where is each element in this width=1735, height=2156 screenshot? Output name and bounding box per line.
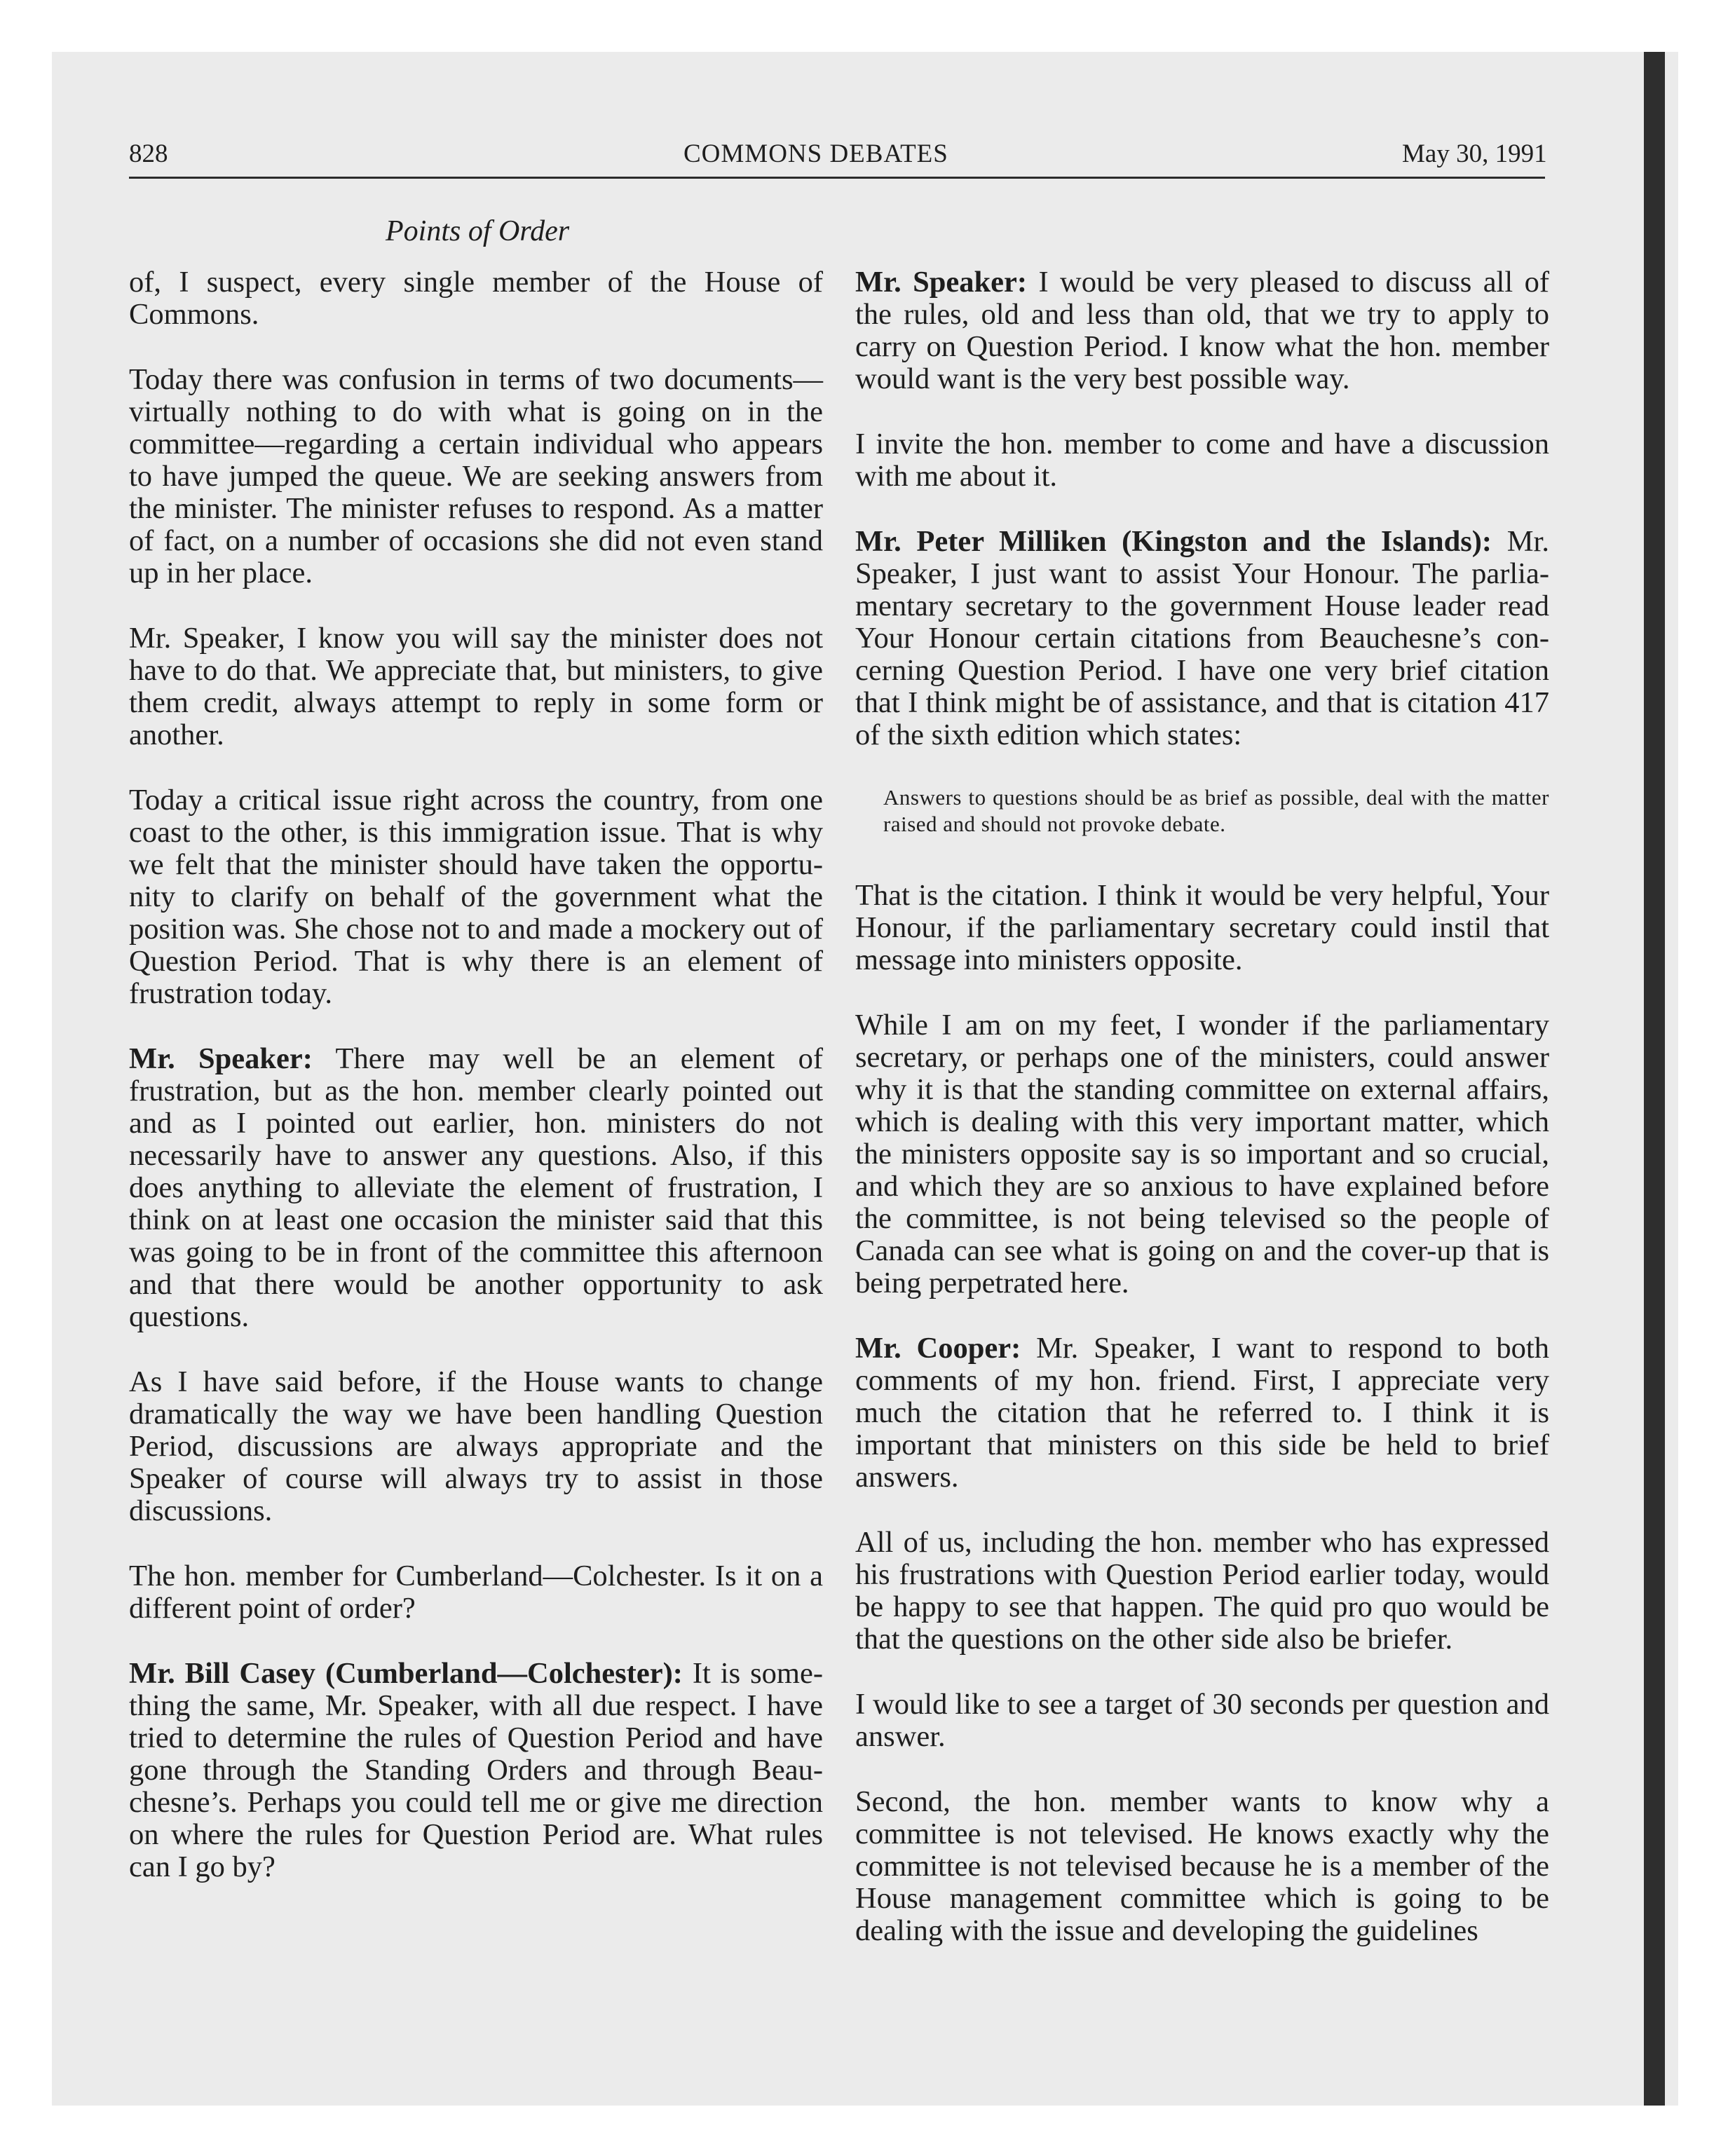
speech-text: It is something the same, Mr. Speaker, with all due respect. I have tried to determine the rules of Question Period and have gone through the Standing Orders and through Beauchesne’s. Perhaps you could tell me or give me direction on where the rules for Question Period are. What rules can I go by? xyxy=(129,1657,823,1883)
journal-title: COMMONS DEBATES xyxy=(683,139,948,168)
section-title: Points of Order xyxy=(386,215,570,247)
right-column xyxy=(855,266,1549,1980)
paragraph: While I am on my feet, I wonder if the parliamentary secretary, or perhaps one of the ministers, could answer why it is that the standing committee on external affairs, which is dealing with this very important matter, which the ministers opposite say is so important and so crucial, and which they are so anxious to have explained before the committee, is not being televised so the people of Canada can see what is going on and the cover-up that is being perpetrated here. xyxy=(855,1009,1549,1299)
page-edge-shadow xyxy=(1644,52,1665,2106)
speaker-name: Mr. Speaker: xyxy=(129,1042,313,1075)
paragraph: Second, the hon. member wants to know why a committee is not televised. He knows exactly why the committee is not televised because he is a member of the House management committee which is going to be dealing with the issue and developing the guidelines xyxy=(855,1785,1549,1947)
paragraph xyxy=(855,526,1549,751)
paragraph: That is the citation. I think it would be very helpful, Your Honour, if the parliamentary secretary could instil that message into ministers opposite. xyxy=(855,879,1549,976)
page-number: 828 xyxy=(129,139,168,168)
speech-text: Mr. Speaker, I want to respond to both comments of my hon. friend. First, I appreciate very much the citation that he referred to. I think it is important that ministers on this side be held to brief answers. xyxy=(855,1332,1549,1494)
paragraph: Today a critical issue right across the country, from one coast to the other, is this immigration issue. That is why we felt that the minister should have taken the opportunity to clarify on behalf of the government what the position was. She chose not to and made a mockery out of Question Period. That is why there is an element of frustration today. xyxy=(129,784,823,1010)
paragraph: I would like to see a target of 30 seconds per question and answer. xyxy=(855,1688,1549,1753)
paragraph: The hon. member for Cumberland—Colchester. Is it on a different point of order? xyxy=(129,1560,823,1625)
header-rule xyxy=(129,177,1545,179)
block-quote: Answers to questions should be as brief as possible, deal with the matter raised and should not provoke debate. xyxy=(883,785,1549,836)
speech-text: There may well be an element of frustration, but as the hon. member clearly pointed out and as I pointed out earlier, hon. ministers do not necessarily have to answer any questions. Also, if this does anything to alleviate the element of frustration, I think on at least one occasion the minister said that this was going to be in front of the committee this afternoon and that there would be another opportunity to ask questions. xyxy=(129,1042,824,1333)
left-column xyxy=(129,266,823,1916)
page-date: May 30, 1991 xyxy=(1402,139,1547,168)
paragraph: As I have said before, if the House wants to change dramatically the way we have been handling Question Period, discussions are always appropriate and the Speaker of course will always try to assist in those discussions. xyxy=(129,1365,823,1527)
speech-text: I would be very pleased to discuss all of the rules, old and less than old, that we try to apply to carry on Question Period. I know what the hon. member would want is the very best possible way. xyxy=(855,266,1549,395)
paragraph: All of us, including the hon. member who has expressed his frustrations with Question Period earlier today, would be happy to see that happen. The quid pro quo would be that the questions on the other side also be briefer. xyxy=(855,1526,1549,1656)
speaker-name: Mr. Cooper: xyxy=(855,1332,1021,1365)
paragraph: Today there was confusion in terms of two documents—virtually nothing to do with what is going on in the committee—regarding a certain individual who appears to have jumped the queue. We are seeking answers from the minister. The minister refuses to respond. As a matter of fact, on a number of occasions she did not even stand up in her place. xyxy=(129,363,823,589)
paragraph: I invite the hon. member to come and have a discussion with me about it. xyxy=(855,428,1549,493)
paragraph xyxy=(129,1043,823,1333)
paragraph xyxy=(855,266,1549,395)
paragraph: Mr. Speaker, I know you will say the minister does not have to do that. We appreciate that, but ministers, to give them credit, always attempt to reply in some form or another. xyxy=(129,622,823,751)
speech-text: Mr. Speaker, I just want to assist Your Honour. The parliamentary secretary to the government House leader read Your Honour certain citations from Beauchesne’s concerning Question Period. I have one very brief citation that I think might be of assistance, and that is citation 417 of the sixth edition which states: xyxy=(855,525,1549,751)
paragraph: of, I suspect, every single member of the House of Commons. xyxy=(129,266,823,331)
speaker-name: Mr. Speaker: xyxy=(855,266,1028,299)
speaker-name: Mr. Bill Casey (Cumberland—Colchester): xyxy=(129,1657,683,1690)
paragraph xyxy=(855,1332,1549,1494)
speaker-name: Mr. Peter Milliken (Kingston and the Islands): xyxy=(855,525,1492,558)
paragraph xyxy=(129,1658,823,1883)
